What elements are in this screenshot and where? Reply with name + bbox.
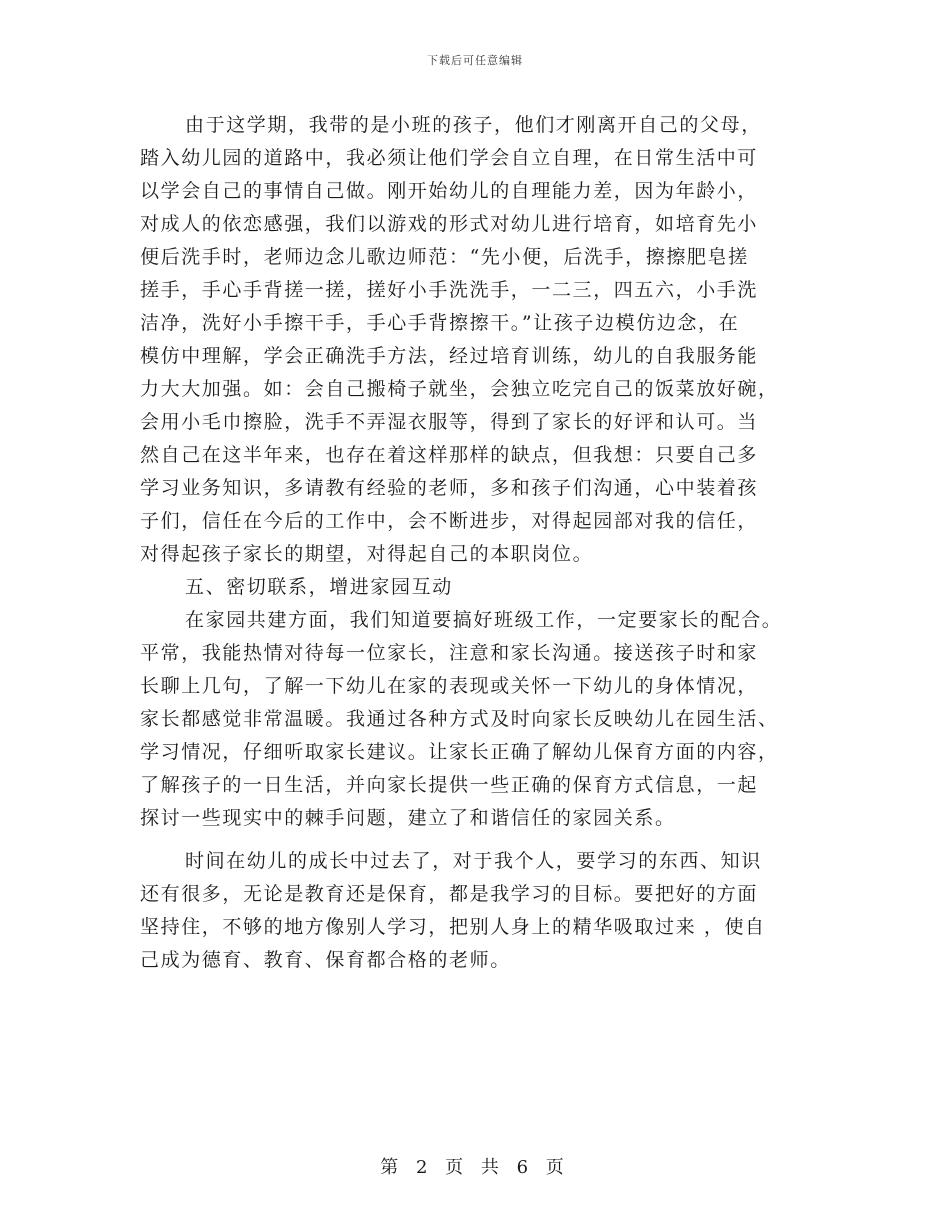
document-body xyxy=(140,109,820,977)
text-line: 探讨一些现实中的棘手问题，建立了和谐信任的家园关系。 xyxy=(140,807,676,829)
text-line: 对得起孩子家长的期望，对得起自己的本职岗位。 xyxy=(140,543,594,565)
section-title: 五、密切联系，增进家园互动 xyxy=(185,576,453,598)
text-line: 学习业务知识，多请教有经验的老师，多和孩子们沟通，心中装着孩 xyxy=(140,477,759,499)
text-line: 搓手，手心手背搓一搓，搓好小手洗洗手，一二三，四五六，小手洗 xyxy=(140,279,759,301)
text-line: 对成人的依恋感强，我们以游戏的形式对幼儿进行培育，如培育先小 xyxy=(140,213,759,235)
paragraph-self-care xyxy=(140,109,820,571)
text-line: 由于这学期，我带的是小班的孩子，他们才刚离开自己的父母， xyxy=(185,114,762,136)
text-line: 以学会自己的事情自己做。刚开始幼儿的自理能力差，因为年龄小， xyxy=(140,180,759,202)
text-line: 在家园共建方面，我们知道要搞好班级工作，一定要家长的配合。 xyxy=(185,609,783,631)
page-header: 下载后可任意编辑 xyxy=(427,54,523,67)
text-line: 己成为德育、教育、保育都合格的老师。 xyxy=(140,949,511,971)
text-line: 了解孩子的一日生活，并向家长提供一些正确的保育方式信息，一起 xyxy=(140,774,759,796)
text-line: 长聊上几句，了解一下幼儿在家的表现或关怀一下幼儿的身体情况， xyxy=(140,675,759,697)
text-line: 洁净，洗好小手擦干手，手心手背擦擦干。”让孩子边模仿边念，在 xyxy=(140,312,740,334)
text-line: 踏入幼儿园的道路中，我必须让他们学会自立自理，在日常生活中可 xyxy=(140,147,759,169)
paragraph-spacer xyxy=(140,835,820,845)
text-line: 然自己在这半年来，也存在着这样那样的缺点，但我想：只要自己多 xyxy=(140,444,759,466)
text-line: 会用小毛巾擦脸，洗手不弄湿衣服等，得到了家长的好评和认可。当 xyxy=(140,411,759,433)
section-heading-5 xyxy=(140,571,820,604)
paragraph-conclusion xyxy=(140,845,820,977)
text-line: 还有很多，无论是教育还是保育，都是我学习的目标。要把好的方面 xyxy=(140,883,759,905)
text-line: 便后洗手时，老师边念儿歌边师范：“先小便，后洗手，擦擦肥皂搓 xyxy=(140,246,749,268)
text-line: 时间在幼儿的成长中过去了，对于我个人，要学习的东西、知识 xyxy=(185,850,762,872)
paragraph-home-school xyxy=(140,604,820,835)
text-line: 平常，我能热情对待每一位家长，注意和家长沟通。接送孩子时和家 xyxy=(140,642,759,664)
text-line: 子们，信任在今后的工作中，会不断进步，对得起园部对我的信任， xyxy=(140,510,759,532)
text-line: 模仿中理解，学会正确洗手方法，经过培育训练，幼儿的自我服务能 xyxy=(140,345,759,367)
text-line: 学习情况，仔细听取家长建议。让家长正确了解幼儿保育方面的内容， xyxy=(140,741,779,763)
text-line: 坚持住，不够的地方像别人学习，把别人身上的精华吸取过来 ，使自 xyxy=(140,916,766,938)
text-line: 家长都感觉非常温暖。我通过各种方式及时向家长反映幼儿在园生活、 xyxy=(140,708,779,730)
page-number-footer: 第 2 页 共 6 页 xyxy=(380,1157,570,1178)
text-line: 力大大加强。如：会自己搬椅子就坐，会独立吃完自己的饭菜放好碗， xyxy=(140,378,779,400)
